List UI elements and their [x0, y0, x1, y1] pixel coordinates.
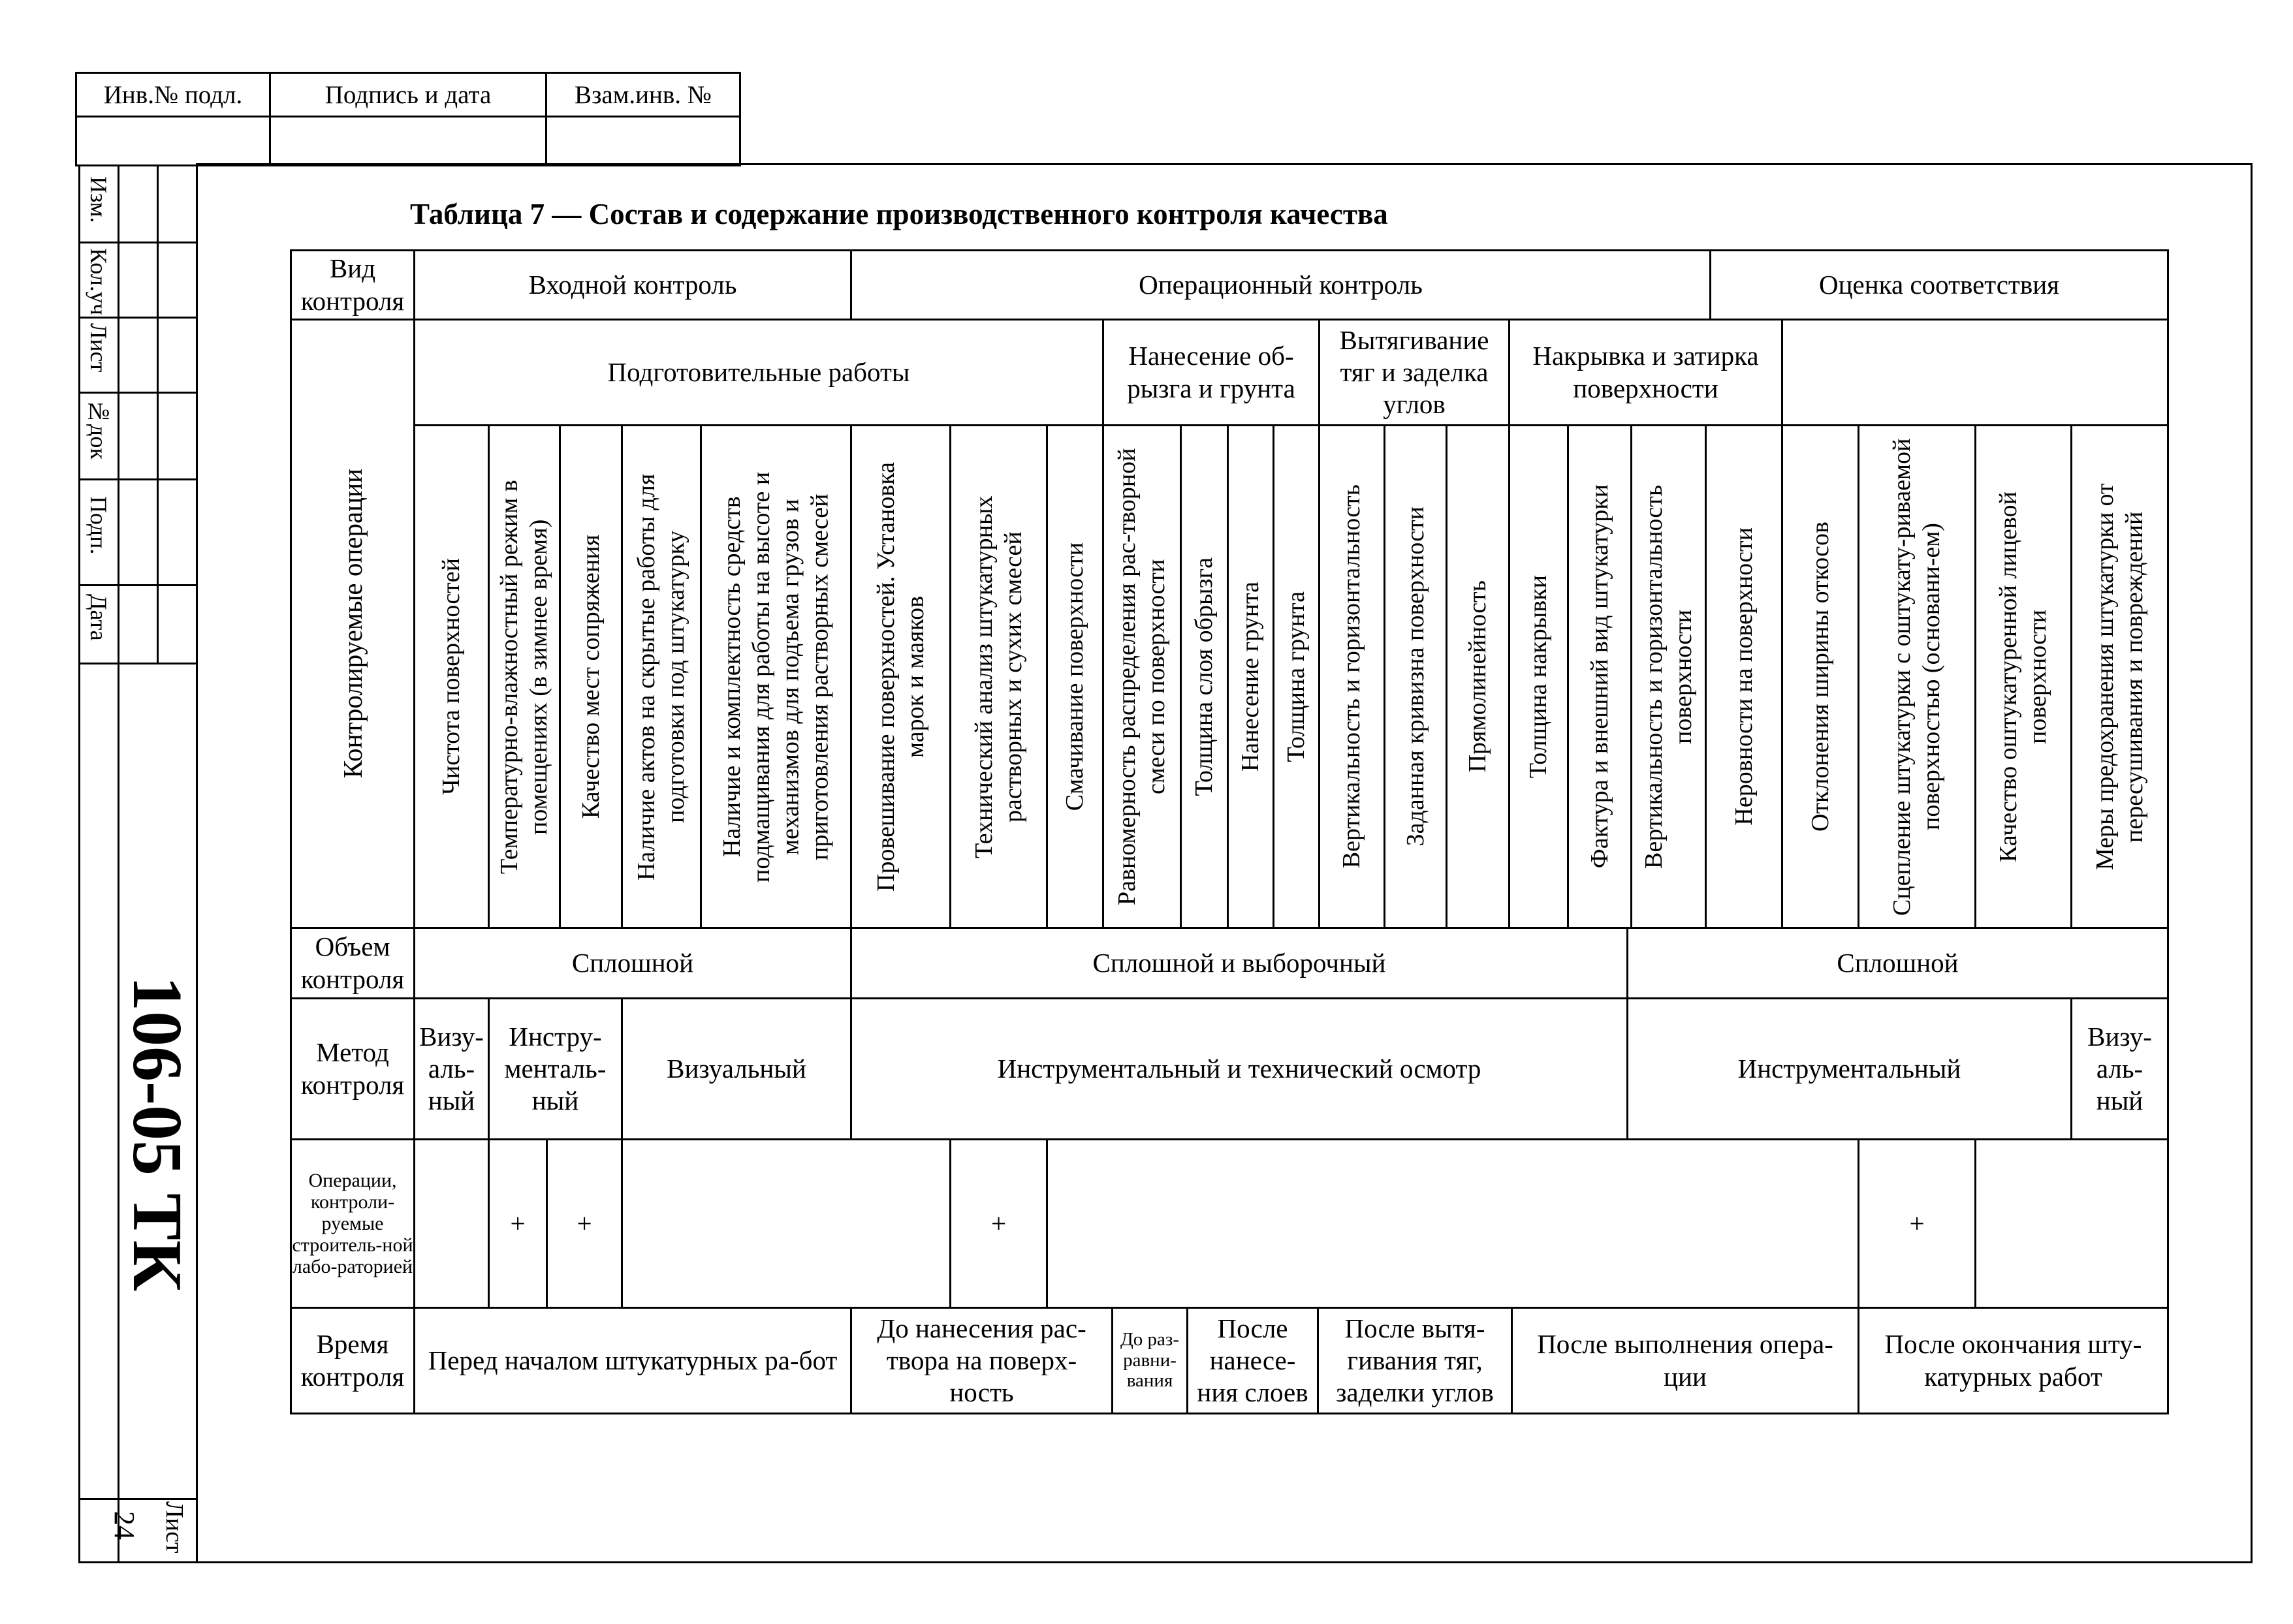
op-tolshina-obryzga: Толщина слоя обрызга — [1190, 557, 1218, 796]
group-vytyagivanie: Вытягивание тяг и заделка углов — [1339, 324, 1489, 420]
stamp-vzam-value — [545, 116, 741, 166]
stamp-vzam-label: Взам.инв. № — [545, 72, 741, 117]
stamp-inv-podl-value — [75, 116, 271, 166]
obem-sploshnoy-vyborochny: Сплошной и выборочный — [1092, 947, 1386, 978]
op-nanesenie-grunta: Нанесение грунта — [1237, 581, 1265, 772]
op-faktura: Фактура и внешний вид штукатурки — [1585, 484, 1613, 869]
group-nakryvka: Накрывка и затирка поверхности — [1532, 341, 1759, 403]
op-tekh-analiz: Технический анализ штукатурных растворных и сухих смесей — [970, 495, 1027, 858]
op-tolshina-grunta: Толщина грунта — [1282, 591, 1310, 762]
strip-label-izm: Изм. — [86, 176, 112, 223]
strip-label-kol-uch: Кол.уч — [86, 248, 112, 315]
vremya-posle-vytyagivaniya: После вытя-гивания тяг, заделки углов — [1336, 1313, 1494, 1408]
vremya-posle-vypolneniya: После выполнения опера-ции — [1537, 1329, 1833, 1392]
group-nanesenie: Нанесение об-рызга и грунта — [1127, 341, 1295, 403]
metod-instrumentalny-2: Инструментальный — [1737, 1053, 1961, 1084]
op-provesh: Провешивание поверхностей. Установка марок и маяков — [872, 461, 929, 892]
op-smachivanie: Смачивание поверхности — [1061, 542, 1089, 811]
stamp-podpis-value — [269, 116, 547, 166]
op-kachestvo-sopryazheniya: Качество мест сопряжения — [577, 534, 605, 819]
row-label-metod: Метод контроля — [300, 1037, 405, 1100]
table-title: Таблица 7 — Состав и содержание производственного контроля качества — [410, 198, 1388, 230]
op-chistota: Чистота поверхностей — [437, 558, 466, 795]
vremya-do-razravnivaniya: До раз-равни-вания — [1120, 1328, 1180, 1392]
vremya-posle-naneseniya: После нанесе-ния слоев — [1197, 1313, 1308, 1408]
strip-label-ndok: №док — [86, 398, 112, 460]
metod-vizualny-1: Визу-аль-ный — [419, 1021, 484, 1116]
op-sredstva-podmashivaniya: Наличие и комплектность средств подмащивания для работы на высоте и механизмов для подъема грузов и приготовления растворных смесей — [718, 471, 834, 882]
op-kachestvo-licevoy: Качество оштукатуренной лицевой поверхности — [1995, 491, 2051, 862]
vremya-do-naneseniya: До нанесения рас-твора на поверх-ность — [877, 1313, 1086, 1408]
sheet-label: Лист — [161, 1501, 188, 1554]
row-label-obem: Объем контроля — [300, 931, 405, 994]
op-temperaturno: Температурно-влажностный режим в помещениях (в зимнее время) — [496, 479, 552, 874]
metod-instrumentalny-1: Инстру-менталь-ный — [504, 1021, 607, 1116]
obem-sploshnoy-1: Сплошной — [571, 947, 694, 978]
vid-ocenka: Оценка соответствия — [1818, 269, 2060, 300]
op-krivizna: Заданная кривизна поверхности — [1401, 507, 1429, 847]
group-empty — [1783, 320, 2167, 424]
group-podgotovitelnye: Подготовительные работы — [607, 356, 910, 387]
sheet-number: 24 — [108, 1511, 140, 1540]
row-label-lab: Операции, контроли-руемые строитель-ной лабо-раторией — [292, 1170, 413, 1277]
row-label-vremya: Время контроля — [300, 1329, 405, 1392]
side-title-strip — [78, 166, 196, 1563]
vid-operacionny: Операционный контроль — [1139, 269, 1423, 300]
lab-mark-temperaturno: + — [510, 1208, 526, 1238]
op-nerovnosti: Неровности на поверхности — [1730, 527, 1758, 826]
op-vertikalnost-poverhnosti: Вертикальность и горизонтальность поверхности — [1639, 484, 1697, 869]
row-label-vid: Вид контроля — [300, 253, 405, 316]
strip-label-data: Дата — [86, 594, 112, 641]
metod-vizualny-2: Визуальный — [667, 1053, 806, 1084]
op-pryamolineynost: Прямолинейность — [1464, 580, 1492, 773]
metod-instr-tekh-osmotr: Инструментальный и технический осмотр — [997, 1053, 1481, 1084]
op-sceplenie: Сцепление штукатурки с оштукату-риваемой поверхностью (основани-ем) — [1888, 437, 1945, 916]
op-tolshina-nakryvki: Толщина накрывки — [1525, 574, 1553, 779]
strip-label-podp: Подп. — [86, 496, 112, 555]
approval-stamp — [75, 72, 741, 166]
op-vertikalnost: Вертикальность и горизонтальность — [1338, 484, 1366, 869]
obem-sploshnoy-2: Сплошной — [1837, 947, 1959, 978]
vremya-pered-nachalom: Перед началом штукатурных ра-бот — [428, 1345, 838, 1375]
document-id: 106-05 ТК — [118, 976, 196, 1292]
vremya-posle-okonchaniya: После окончания шту-катурных работ — [1884, 1329, 2142, 1392]
strip-label-list: Лист — [86, 323, 112, 373]
op-mery-predohraneniya: Меры предохранения штукатурки от пересушивания и повреждений — [2091, 483, 2148, 870]
quality-control-table — [290, 249, 2169, 1414]
stamp-inv-podl-label: Инв.№ подл. — [75, 72, 271, 117]
op-akty-skrytye: Наличие актов на скрытые работы для подготовки под штукатурку — [633, 473, 689, 881]
lab-mark-tekh-analiz: + — [990, 1208, 1007, 1238]
op-ravnomernost: Равномерность распределения рас-творной смеси по поверхности — [1113, 448, 1170, 905]
op-otkloneniya-otkosov: Отклонения ширины откосов — [1806, 521, 1834, 832]
stamp-podpis-label: Подпись и дата — [269, 72, 547, 117]
metod-vizualny-3: Визу-аль-ный — [2087, 1021, 2152, 1116]
row-label-ops: Контролируемые операции — [337, 469, 368, 779]
lab-mark-sopryazheniya: + — [577, 1208, 592, 1238]
vid-vhodnoy: Входной контроль — [528, 269, 737, 300]
lab-mark-sceplenie: + — [1909, 1208, 1925, 1238]
